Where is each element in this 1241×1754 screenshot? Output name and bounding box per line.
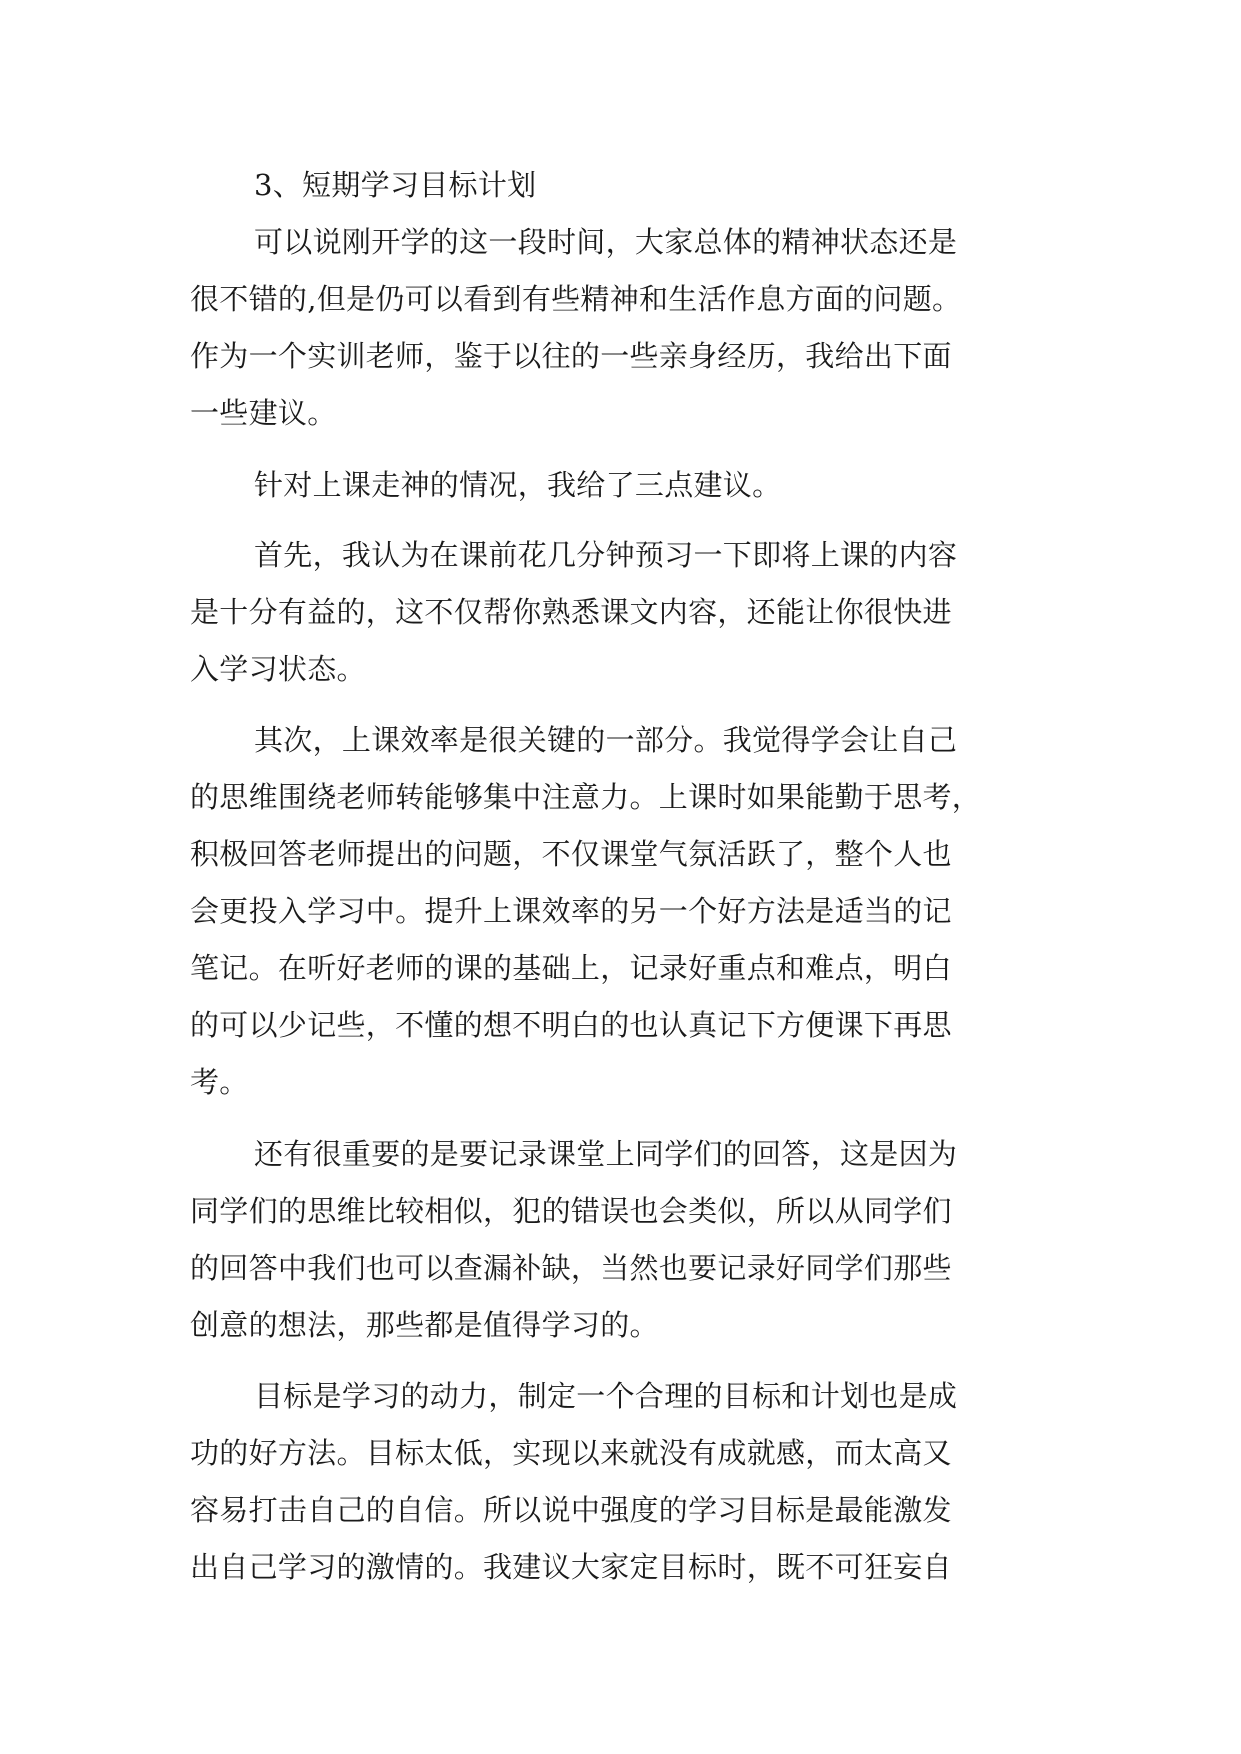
paragraph-line: 积极回答老师提出的问题，不仅课堂气氛活跃了，整个人也	[190, 837, 952, 871]
paragraph-line: 还有很重要的是要记录课堂上同学们的回答，这是因为	[254, 1137, 958, 1171]
paragraph-line: 的可以少记些，不懂的想不明白的也认真记下方便课下再思	[190, 1008, 952, 1042]
paragraph-line: 同学们的思维比较相似，犯的错误也会类似，所以从同学们	[190, 1194, 952, 1228]
paragraph-line: 创意的想法，那些都是值得学习的。	[190, 1308, 659, 1342]
paragraph-line: 其次，上课效率是很关键的一部分。我觉得学会让自己	[254, 723, 958, 757]
paragraph-line: 可以说刚开学的这一段时间，大家总体的精神状态还是	[254, 225, 958, 259]
paragraph-line: 功的好方法。目标太低，实现以来就没有成就感，而太高又	[190, 1436, 952, 1470]
paragraph-line: 出自己学习的激情的。我建议大家定目标时，既不可狂妄自	[190, 1550, 952, 1584]
paragraph-line: 首先，我认为在课前花几分钟预习一下即将上课的内容	[254, 538, 958, 572]
paragraph-line: 作为一个实训老师，鉴于以往的一些亲身经历，我给出下面	[190, 339, 952, 373]
paragraph-line: 笔记。在听好老师的课的基础上，记录好重点和难点，明白	[190, 951, 952, 985]
paragraph-line: 目标是学习的动力，制定一个合理的目标和计划也是成	[254, 1379, 958, 1413]
paragraph-line: 的回答中我们也可以查漏补缺，当然也要记录好同学们那些	[190, 1251, 952, 1285]
paragraph-line: 入学习状态。	[190, 652, 366, 686]
paragraph-line: 是十分有益的，这不仅帮你熟悉课文内容，还能让你很快进	[190, 595, 952, 629]
paragraph-line: 一些建议。	[190, 396, 337, 430]
paragraph-line: 针对上课走神的情况，我给了三点建议。	[254, 468, 782, 502]
paragraph-line: 的思维围绕老师转能够集中注意力。上课时如果能勤于思考，	[190, 780, 982, 814]
paragraph-line: 考。	[190, 1065, 249, 1099]
paragraph-line: 容易打击自己的自信。所以说中强度的学习目标是最能激发	[190, 1493, 952, 1527]
section-heading: 3、短期学习目标计划	[254, 168, 537, 202]
paragraph-line: 很不错的,但是仍可以看到有些精神和生活作息方面的问题。	[190, 282, 962, 316]
paragraph-line: 会更投入学习中。提升上课效率的另一个好方法是适当的记	[190, 894, 952, 928]
